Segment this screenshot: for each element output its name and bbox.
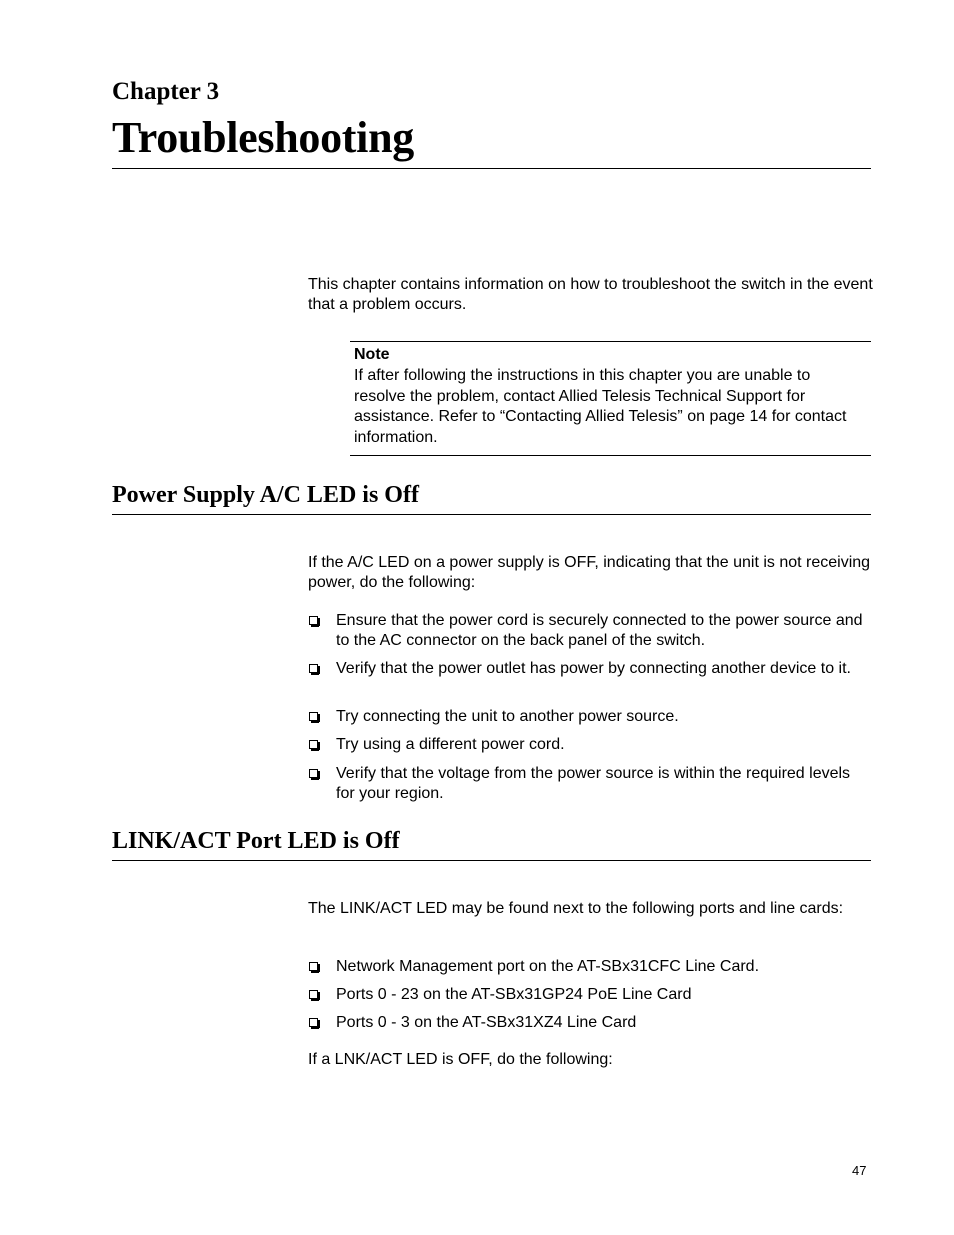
checkbox-bullet-icon — [309, 990, 318, 999]
note-title: Note — [354, 346, 390, 363]
list-item — [308, 985, 873, 1005]
page-number: 47 — [852, 1163, 867, 1178]
checkbox-bullet-icon — [309, 1018, 318, 1027]
list-item — [308, 611, 873, 651]
list-item-text: Ports 0 - 23 on the AT-SBx31GP24 PoE Line Card — [336, 986, 692, 1003]
note-box — [350, 341, 871, 456]
checkbox-bullet-icon — [309, 616, 318, 625]
list-item — [308, 1013, 873, 1033]
chapter-label: Chapter 3 — [112, 78, 220, 105]
list-item-text: Ports 0 - 3 on the AT-SBx31XZ4 Line Card — [336, 1014, 637, 1031]
chapter-title: Troubleshooting — [112, 113, 414, 162]
list-item-text: Try using a different power cord. — [336, 736, 565, 753]
checkbox-bullet-icon — [309, 740, 318, 749]
list-item — [308, 957, 873, 977]
section-outro-link-act: If a LNK/ACT LED is OFF, do the following: — [308, 1051, 613, 1068]
section-heading-link-act: LINK/ACT Port LED is Off — [112, 828, 400, 854]
checkbox-bullet-icon — [309, 769, 318, 778]
list-item-text: Verify that the voltage from the power source is within the required levels for your region. — [336, 765, 851, 802]
chapter-title-rule — [112, 168, 871, 169]
list-item — [308, 735, 873, 755]
list-item-text: Ensure that the power cord is securely connected to the power source and to the AC connector on the back panel of the switch. — [336, 612, 863, 649]
note-text: If after following the instructions in this chapter you are unable to resolve the problem, contact Allied Telesis Technical Support for assistance. Refer to “Contacting Allied Telesis” on page 14 for contact information. — [354, 367, 847, 446]
section-intro-power-supply: If the A/C LED on a power supply is OFF, indicating that the unit is not receiving power, do the following: — [308, 554, 871, 591]
section-rule-link-act — [112, 860, 871, 861]
checkbox-bullet-icon — [309, 664, 318, 673]
list-item — [308, 707, 873, 727]
list-item-text: Network Management port on the AT-SBx31CFC Line Card. — [336, 958, 760, 975]
list-item-text: Verify that the power outlet has power by connecting another device to it. — [336, 660, 851, 677]
section-heading-power-supply: Power Supply A/C LED is Off — [112, 482, 419, 508]
list-item — [308, 659, 873, 679]
intro-paragraph: This chapter contains information on how to troubleshoot the switch in the event that a problem occurs. — [308, 276, 873, 313]
section-rule-power-supply — [112, 514, 871, 515]
list-item — [308, 764, 873, 804]
checkbox-bullet-icon — [309, 712, 318, 721]
list-item-text: Try connecting the unit to another power source. — [336, 708, 679, 725]
section-intro-link-act: The LINK/ACT LED may be found next to the following ports and line cards: — [308, 900, 844, 917]
checkbox-bullet-icon — [309, 962, 318, 971]
